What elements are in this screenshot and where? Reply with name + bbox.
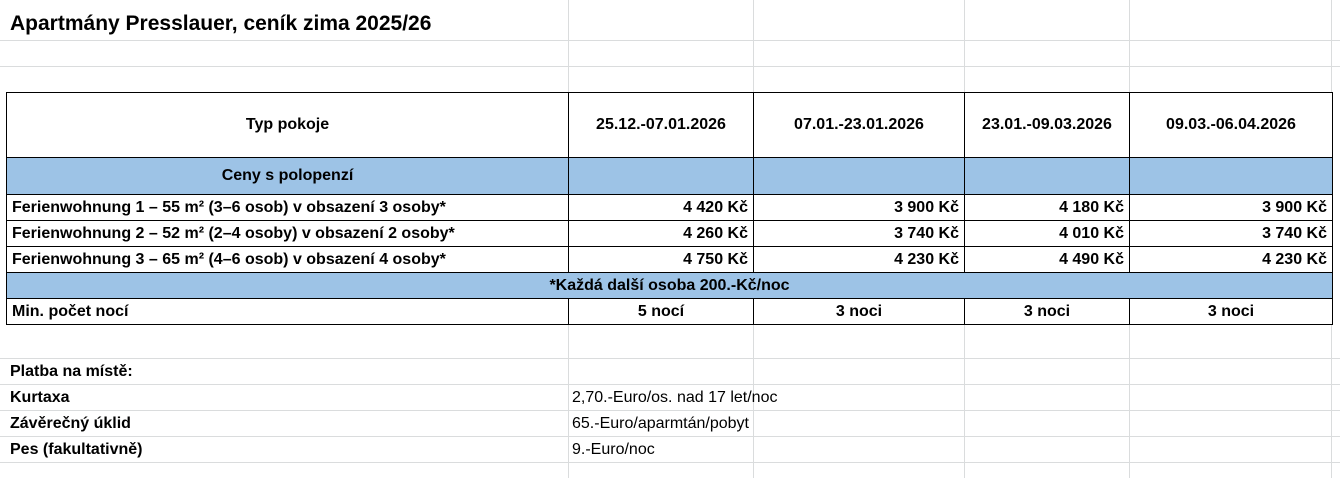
- header-period-4[interactable]: 09.03.-06.04.2026: [1130, 93, 1333, 158]
- gridline: [0, 462, 1340, 463]
- section-row: [7, 158, 1333, 195]
- table-row: [7, 195, 1333, 221]
- price-cell[interactable]: 4 230 Kč: [1130, 247, 1333, 273]
- room-name[interactable]: Ferienwohnung 2 – 52 m² (2–4 osoby) v obsazení 2 osoby*: [7, 221, 569, 247]
- price-cell[interactable]: 3 740 Kč: [1130, 221, 1333, 247]
- price-cell[interactable]: 3 900 Kč: [1130, 195, 1333, 221]
- payment-heading[interactable]: Platba na místě:: [10, 363, 133, 380]
- section-cell[interactable]: [1130, 158, 1333, 195]
- section-label[interactable]: Ceny s polopenzí: [7, 158, 569, 195]
- payment-label[interactable]: Pes (fakultativně): [10, 441, 143, 458]
- price-cell[interactable]: 4 230 Kč: [754, 247, 965, 273]
- price-cell[interactable]: 4 180 Kč: [965, 195, 1130, 221]
- gridline: [0, 358, 1340, 359]
- price-cell[interactable]: 4 260 Kč: [569, 221, 754, 247]
- min-nights-cell[interactable]: 5 nocí: [569, 299, 754, 325]
- section-cell[interactable]: [965, 158, 1130, 195]
- header-period-1[interactable]: 25.12.-07.01.2026: [569, 93, 754, 158]
- header-row: [7, 93, 1333, 158]
- price-cell[interactable]: 3 900 Kč: [754, 195, 965, 221]
- min-nights-cell[interactable]: 3 noci: [1130, 299, 1333, 325]
- min-nights-row: [7, 299, 1333, 325]
- min-nights-cell[interactable]: 3 noci: [754, 299, 965, 325]
- extra-person-note[interactable]: *Každá další osoba 200.-Kč/noc: [7, 273, 1333, 299]
- room-name[interactable]: Ferienwohnung 3 – 65 m² (4–6 osob) v obsazení 4 osoby*: [7, 247, 569, 273]
- payment-value[interactable]: 9.-Euro/noc: [572, 441, 655, 458]
- price-cell[interactable]: 4 010 Kč: [965, 221, 1130, 247]
- page-title[interactable]: Apartmány Presslauer, ceník zima 2025/26: [10, 12, 432, 35]
- gridline: [0, 40, 1340, 41]
- price-cell[interactable]: 4 490 Kč: [965, 247, 1130, 273]
- header-period-2[interactable]: 07.01.-23.01.2026: [754, 93, 965, 158]
- gridline: [0, 436, 1340, 437]
- gridline: [0, 384, 1340, 385]
- section-cell[interactable]: [569, 158, 754, 195]
- price-cell[interactable]: 4 750 Kč: [569, 247, 754, 273]
- price-table: [6, 92, 1333, 325]
- payment-label[interactable]: Závěrečný úklid: [10, 415, 131, 432]
- price-cell[interactable]: 3 740 Kč: [754, 221, 965, 247]
- room-name[interactable]: Ferienwohnung 1 – 55 m² (3–6 osob) v obsazení 3 osoby*: [7, 195, 569, 221]
- payment-value[interactable]: 2,70.-Euro/os. nad 17 let/noc: [572, 389, 778, 406]
- min-nights-label[interactable]: Min. počet nocí: [7, 299, 569, 325]
- min-nights-cell[interactable]: 3 noci: [965, 299, 1130, 325]
- note-row: [7, 273, 1333, 299]
- payment-label[interactable]: Kurtaxa: [10, 389, 70, 406]
- payment-value[interactable]: 65.-Euro/aparmtán/pobyt: [572, 415, 749, 432]
- header-period-3[interactable]: 23.01.-09.03.2026: [965, 93, 1130, 158]
- table-row: [7, 221, 1333, 247]
- gridline: [0, 410, 1340, 411]
- header-room-type[interactable]: Typ pokoje: [7, 93, 569, 158]
- gridline: [0, 66, 1340, 67]
- price-cell[interactable]: 4 420 Kč: [569, 195, 754, 221]
- table-row: [7, 247, 1333, 273]
- section-cell[interactable]: [754, 158, 965, 195]
